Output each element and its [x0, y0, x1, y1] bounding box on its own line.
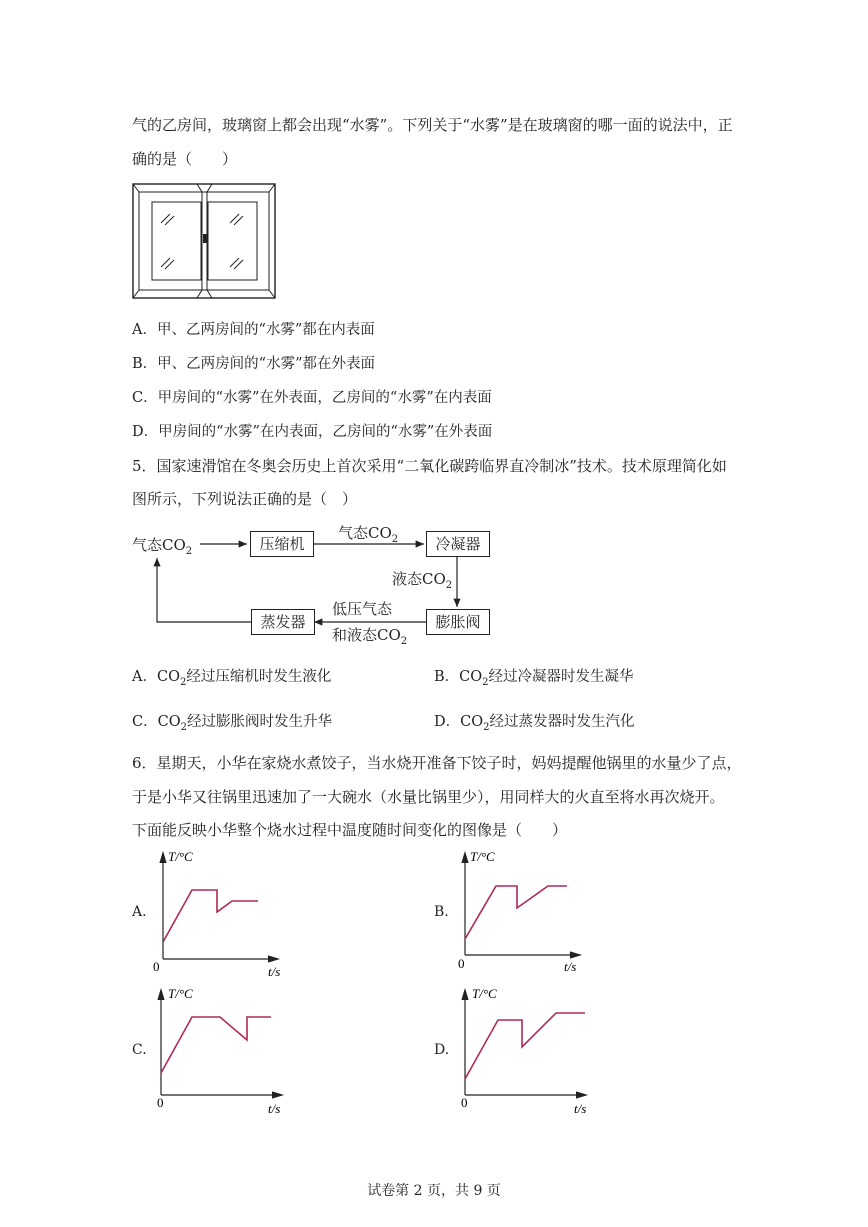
question-6-text: 6．星期天，小华在家烧水煮饺子，当水烧开准备下饺子时，妈妈提醒他锅里的水量少了点，	[132, 754, 742, 772]
option-d: D．甲房间的“水雾”在内表面，乙房间的“水雾”在外表面	[132, 424, 493, 440]
evaporator-box: 蒸发器	[251, 609, 315, 635]
liquid-mix-label: 和液态$CO_2$	[332, 626, 408, 647]
compressor-box: 压缩机	[250, 531, 314, 557]
y-axis-label: T/°C	[168, 986, 193, 1001]
graph-b	[452, 847, 592, 977]
question-5-text: 5．国家速滑馆在冬奥会历史上首次采用“二氧化碳跨临界直冷制冰”技术。技术原理简化如	[132, 457, 727, 475]
x-axis-label: t/s	[268, 964, 281, 979]
question-text-line: 气的乙房间，玻璃窗上都会出现“水雾”。下列关于“水雾”是在玻璃窗的哪一面的说法中，正	[132, 116, 733, 134]
origin-label: 0	[458, 956, 465, 971]
expansion-valve-box: 膨胀阀	[426, 609, 490, 635]
question-6-text: 于是小华又往锅里迅速加了一大碗水（水量比锅里少），用同样大的火直至将水再次烧开。	[132, 788, 725, 806]
graph-b-label: B.	[434, 904, 449, 920]
graph-a	[150, 847, 290, 977]
page-footer: 试卷第 2 页，共 9 页	[367, 1183, 501, 1199]
gas-co2-start-label: 气态$CO_2$	[132, 536, 193, 557]
question-6-text: 下面能反映小华整个烧水过程中温度随时间变化的图像是（ ）	[132, 821, 568, 839]
gas-co2-label: 气态$CO_2$	[338, 524, 399, 545]
option-b: B．甲、乙两房间的“水雾”都在外表面	[132, 356, 375, 372]
graph-a-label: A.	[132, 904, 147, 920]
question-text-line: 确的是（ ）	[132, 150, 238, 168]
x-axis-label: t/s	[268, 1101, 281, 1116]
option-a: A．甲、乙两房间的“水雾”都在内表面	[132, 322, 375, 338]
graph-c	[148, 982, 288, 1117]
low-pressure-label: 低压气态	[332, 600, 393, 618]
q5-option-a: A．$CO_2$经过压缩机时发生液化	[132, 669, 332, 688]
option-c: C．甲房间的“水雾”在外表面，乙房间的“水雾”在内表面	[132, 390, 492, 406]
y-axis-label: T/°C	[168, 849, 193, 864]
q5-option-c: C．$CO_2$经过膨胀阀时发生升华	[132, 714, 332, 733]
q5-option-d: D．$CO_2$经过蒸发器时发生汽化	[434, 714, 635, 733]
x-axis-label: t/s	[574, 1101, 587, 1116]
q5-option-b: B．$CO_2$经过冷凝器时发生凝华	[434, 669, 634, 688]
x-axis-label: t/s	[564, 959, 577, 974]
y-axis-label: T/°C	[472, 986, 497, 1001]
condenser-box: 冷凝器	[426, 531, 490, 557]
origin-label: 0	[153, 959, 160, 974]
origin-label: 0	[157, 1095, 164, 1110]
question-5-text: 图所示，下列说法正确的是（ ）	[132, 490, 358, 508]
origin-label: 0	[461, 1095, 468, 1110]
graph-c-label: C.	[132, 1042, 147, 1058]
liquid-co2-label: 液态$CO_2$	[392, 570, 453, 591]
y-axis-label: T/°C	[470, 849, 495, 864]
graph-d	[452, 982, 597, 1117]
graph-d-label: D.	[434, 1042, 450, 1058]
